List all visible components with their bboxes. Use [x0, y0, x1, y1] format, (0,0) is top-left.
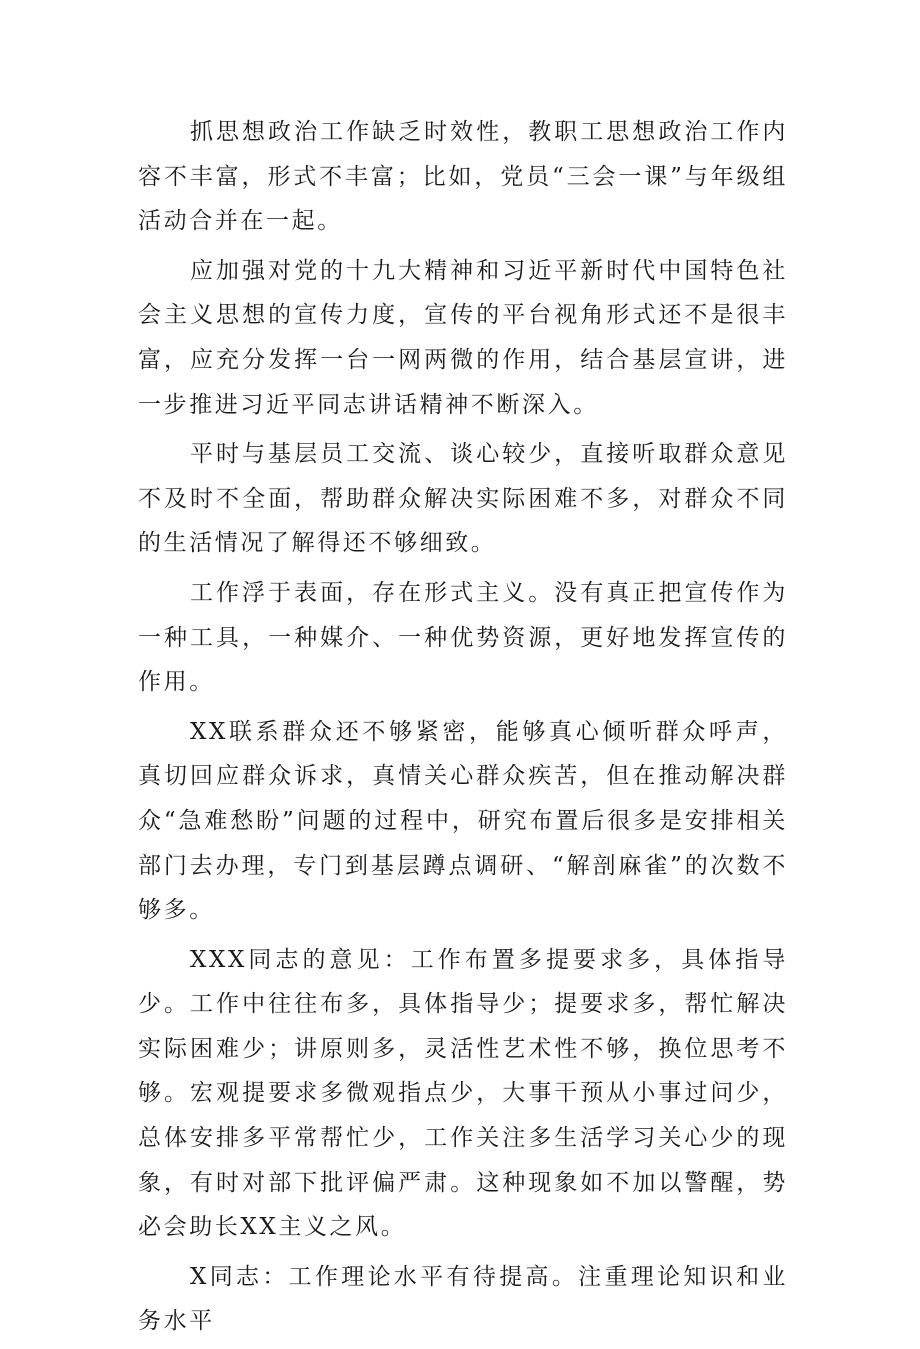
document-body: [138, 110, 788, 1349]
paragraph-1: 抓思想政治工作缺乏时效性，教职工思想政治工作内容不丰富，形式不丰富；比如，党员“三会一课”与年级组活动合并在一起。: [138, 119, 788, 235]
paragraph-4: 工作浮于表面，存在形式主义。没有真正把宣传作为一种工具，一种媒介、一种优势资源，更好地发挥宣传的作用。: [138, 579, 788, 696]
paragraph-3: 平时与基层员工交流、谈心较少，直接听取群众意见不及时不全面，帮助群众解决实际困难不多，对群众不同的生活情况了解得还不够细致。: [138, 441, 788, 557]
paragraph-2: 应加强对党的十九大精神和习近平新时代中国特色社会主义思想的宣传力度，宣传的平台视角形式还不是很丰富，应充分发挥一台一网两微的作用，结合基层宣讲，进一步推进习近平同志讲话精神不断深入。: [138, 257, 788, 418]
paragraph-6: XXX同志的意见：工作布置多提要求多，具体指导少。工作中往往布多，具体指导少；提要求多，帮忙解决实际困难少；讲原则多，灵活性艺术性不够，换位思考不够。宏观提要求多微观指点少，大事干预从小事过问少，总体安排多平常帮忙少，工作关注多生活学习关心少的现象，有时对部下批评偏严肃。这种现象如不加以警醒，势必会助长XX主义之风。: [138, 946, 788, 1241]
paragraph-7: X同志：工作理论水平有待提高。注重理论知识和业务水平: [138, 1263, 788, 1335]
paragraph-5: XX联系群众还不够紧密，能够真心倾听群众呼声，真切回应群众诉求，真情关心群众疾苦，但在推动解决群众“急难愁盼”问题的过程中，研究布置后很多是安排相关部门去办理，专门到基层蹲点调研、“解剖麻雀”的次数不够多。: [138, 718, 788, 924]
